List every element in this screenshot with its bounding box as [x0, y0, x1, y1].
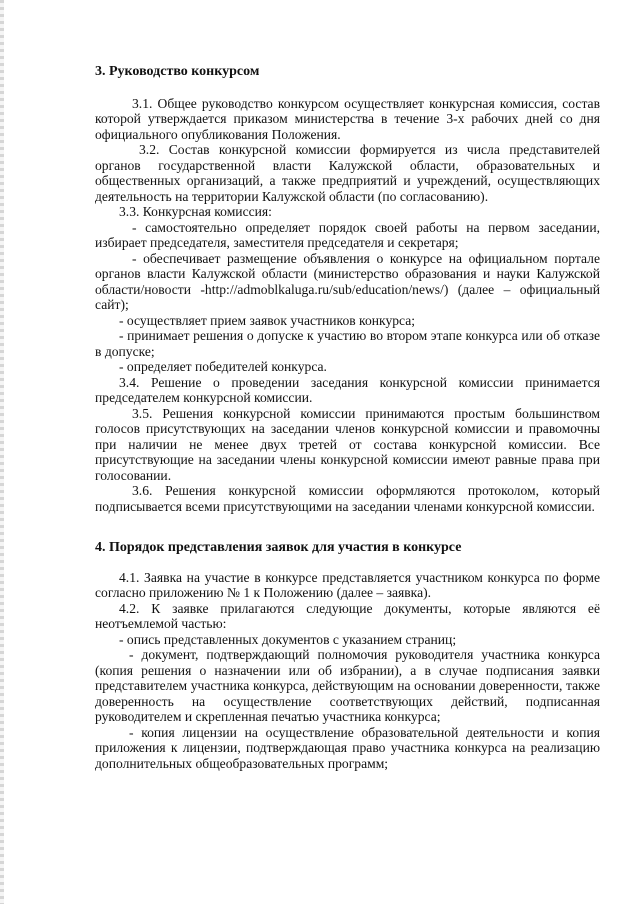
paragraph-4-2-item-2: - документ, подтверждающий полномочия руководителя участника конкурса (копия решения о назначении или об избрании), а в случае подписания заявки представителем участника конкурса, действующим на основании доверенности, также доверенность на осуществление соответствующих действий, подписанная руководителем и скрепленная печатью участника конкурса;: [95, 647, 600, 724]
paragraph-4-1: 4.1. Заявка на участие в конкурсе представляется участником конкурса по форме согласно приложению № 1 к Положению (далее – заявка).: [95, 569, 600, 600]
section-3-heading: 3. Руководство конкурсом: [95, 64, 260, 79]
paragraph-3-3-item-5: - определяет победителей конкурса.: [119, 359, 327, 374]
paragraph-3-6: 3.6. Решения конкурсной комиссии оформляются протоколом, который подписывается всеми присутствующими на заседании членами конкурсной комиссии.: [95, 483, 600, 514]
paragraph-3-3-item-4: - принимает решения о допуске к участию во втором этапе конкурса или об отказе в допуске;: [95, 328, 600, 359]
paragraph-3-1: 3.1. Общее руководство конкурсом осуществляет конкурсная комиссия, состав которой утверждается приказом министерства в течение 3-х рабочих дней со дня официального опубликования Положения.: [95, 95, 600, 142]
paragraph-3-3-item-1: - самостоятельно определяет порядок своей работы на первом заседании, избирает председателя, заместителя председателя и секретаря;: [95, 219, 600, 250]
paragraph-3-3-item-3: - осуществляет прием заявок участников конкурса;: [119, 312, 416, 328]
scan-edge: [0, 0, 4, 904]
paragraph-3-2: 3.2. Состав конкурсной комиссии формируется из числа представителей органов государственной власти Калужской области, образовательных и общественных организаций, а также предприятий и учреждений, осуществляющих деятельность на территории Калужской области (по согласованию).: [95, 142, 600, 204]
paragraph-4-2: 4.2. К заявке прилагаются следующие документы, которые являются её неотъемлемой частью:: [95, 600, 600, 631]
section-4-heading: 4. Порядок представления заявок для участия в конкурсе: [95, 540, 462, 555]
paragraph-3-3: 3.3. Конкурсная комиссия:: [119, 204, 272, 219]
paragraph-3-3-item-2: - обеспечивает размещение объявления о конкурсе на официальном портале органов власти Калужской области (министерство образования и науки Калужской области/новости -http://admoblkaluga.ru/sub/education/news/) (далее – официальный сайт);: [95, 250, 600, 312]
document-page: [95, 64, 600, 771]
paragraph-3-5: 3.5. Решения конкурсной комиссии принимаются простым большинством голосов присутствующих на заседании членов конкурсной комиссии и правомочны при наличии не менее двух третей от состава конкурсной комиссии. Все присутствующие на заседании члены конкурсной комиссии имеют равные права при голосовании.: [95, 405, 600, 483]
paragraph-3-4: 3.4. Решение о проведении заседания конкурсной комиссии принимается председателем конкурсной комиссии.: [95, 374, 600, 405]
paragraph-4-2-item-3: - копия лицензии на осуществление образовательной деятельности и копия приложения к лицензии, подтверждающая право участника конкурса на реализацию дополнительных общеобразовательных программ;: [95, 724, 600, 771]
paragraph-4-2-item-1: - опись представленных документов с указанием страниц;: [119, 631, 457, 647]
